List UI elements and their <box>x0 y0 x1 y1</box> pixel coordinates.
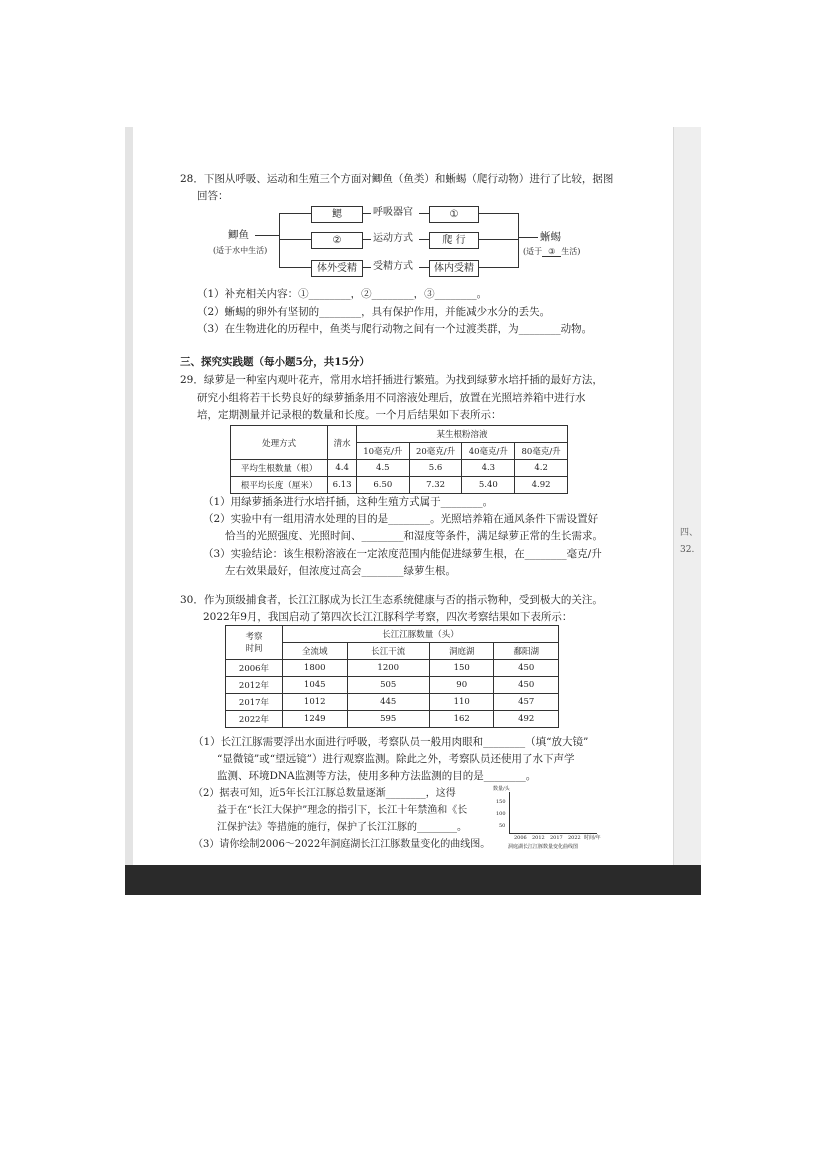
th-col: 洞庭湖 <box>429 643 494 660</box>
lizard-fertilization-box: 体内受精 <box>429 260 479 277</box>
cell: 6.50 <box>356 477 409 494</box>
year-cell: 2022年 <box>226 711 283 728</box>
fertilization-mode-label: 受精方式 <box>373 261 413 272</box>
table-row <box>231 460 568 477</box>
q29-sub3a: （3）实验结论：该生根粉溶液在一定浓度范围内能促进绿萝生根，在________毫克/升 <box>203 548 602 560</box>
cell: 150 <box>429 660 494 677</box>
row-label: 平均生根数量（根） <box>231 460 328 477</box>
table-row <box>226 677 559 694</box>
q30-sub2b: 益于在“长江大保护”理念的指引下，长江十年禁渔和《长 <box>217 805 468 816</box>
cell: 90 <box>429 677 494 694</box>
q29-line2: 研究小组将若干长势良好的绿萝插条用不同溶液处理后，放置在光照培养箱中进行水 <box>197 392 586 404</box>
mini-chart-caption: 洞庭湖长江江豚数量变化曲线图 <box>508 844 579 850</box>
th-conc: 80毫克/升 <box>515 443 568 460</box>
page-left-edge <box>125 127 133 895</box>
cell: 1800 <box>283 660 348 677</box>
cell: 1012 <box>283 694 348 711</box>
finless-porpoise-table <box>225 625 559 728</box>
q29-line3: 培，定期测量并记录根的数量和长度。一个月后结果如下表所示： <box>197 409 502 421</box>
movement-mode-label: 运动方式 <box>373 233 413 244</box>
mini-y-label: 数量/头 <box>493 786 510 792</box>
cell: 4.4 <box>328 460 357 477</box>
cell: 445 <box>347 694 429 711</box>
q28-sub3: （3）在生物进化的历程中，鱼类与爬行动物之间有一个过渡类群，为________动物。 <box>197 323 593 335</box>
cell: 595 <box>347 711 429 728</box>
th-time: 考察 时间 <box>226 626 283 660</box>
rooting-powder-table <box>230 425 568 494</box>
q29-sub2b: 恰当的光照强度、光照时间、________和湿度等条件，满足绿萝正常的生长需求。 <box>225 530 603 542</box>
margin-question: 32. <box>680 545 695 555</box>
right-animal: 蜥蜴 <box>540 231 561 243</box>
adjacent-page-edge <box>673 127 701 895</box>
th-water: 清水 <box>328 426 357 460</box>
q30-line2: 2022年9月，我国启动了第四次长江江豚科学考察，四次考察结果如下表所示： <box>203 611 573 623</box>
mini-y-tick: 150 <box>496 799 506 805</box>
cell: 4.2 <box>515 460 568 477</box>
fish-movement-box: ② <box>311 232 363 249</box>
q29-sub1: （1）用绿萝插条进行水培扦插，这种生殖方式属于________。 <box>203 496 494 508</box>
cell: 1249 <box>283 711 348 728</box>
photo-bottom-shadow <box>125 865 701 895</box>
th-solution: 某生根粉溶液 <box>356 426 567 443</box>
cell: 1200 <box>347 660 429 677</box>
mini-x-label: 时间/年 <box>584 835 601 841</box>
q28-sub2: （2）蜥蜴的卵外有坚韧的________，具有保护作用，并能减少水分的丢失。 <box>197 306 551 318</box>
mini-x-tick: 2017 <box>550 835 563 841</box>
cell: 457 <box>494 694 559 711</box>
cell: 4.92 <box>515 477 568 494</box>
table-row <box>226 694 559 711</box>
q30-sub3: （3）请你绘制2006～2022年洞庭湖长江江豚数量变化的曲线图。 <box>193 839 491 850</box>
left-habitat-note: (适于水中生活) <box>213 246 268 255</box>
cell: 1045 <box>283 677 348 694</box>
q30-sub2c: 江保护法》等措施的施行，保护了长江江豚的________。 <box>217 822 467 833</box>
q29-sub2a: （2）实验中有一组用清水处理的目的是________。光照培养箱在通风条件下需设置好 <box>203 513 599 525</box>
cell: 4.5 <box>356 460 409 477</box>
cell: 450 <box>494 677 559 694</box>
table-row <box>226 711 559 728</box>
table-row <box>231 477 568 494</box>
mini-x-tick: 2006 <box>514 835 527 841</box>
th-col: 全流域 <box>283 643 348 660</box>
lizard-respiration-box: ① <box>429 206 479 223</box>
th-conc: 40毫克/升 <box>462 443 515 460</box>
cell: 492 <box>494 711 559 728</box>
cell: 6.13 <box>328 477 357 494</box>
cell: 110 <box>429 694 494 711</box>
margin-section: 四、 <box>680 528 699 538</box>
th-col: 鄱阳湖 <box>494 643 559 660</box>
year-cell: 2017年 <box>226 694 283 711</box>
cell: 5.40 <box>462 477 515 494</box>
respiration-organ-label: 呼吸器官 <box>373 207 413 218</box>
q29-sub3b: 左右效果最好，但浓度过高会________绿萝生根。 <box>225 565 456 577</box>
right-habitat-note: (适于 ③ 生活) <box>523 247 581 256</box>
cell: 4.3 <box>462 460 515 477</box>
cell: 7.32 <box>409 477 462 494</box>
q28-line1: 28．下图从呼吸、运动和生殖三个方面对鲫鱼（鱼类）和蜥蜴（爬行动物）进行了比较，据图 <box>180 173 614 185</box>
left-animal: 鲫鱼 <box>228 229 249 241</box>
q29-line1: 29．绿萝是一种室内观叶花卉，常用水培扦插进行繁殖。为找到绿萝水培扦插的最好方法， <box>180 374 603 386</box>
row-label: 根平均长度（厘米） <box>231 477 328 494</box>
mini-y-tick: 100 <box>496 811 506 817</box>
q30-line1: 30．作为顶级捕食者，长江江豚成为长江生态系统健康与否的指示物种，受到极大的关注。 <box>180 594 603 606</box>
cell: 450 <box>494 660 559 677</box>
year-cell: 2006年 <box>226 660 283 677</box>
q30-sub1a: （1）长江江豚需要浮出水面进行呼吸，考察队员一般用肉眼和________（填“放大镜” <box>193 736 589 748</box>
th-col: 长江干流 <box>347 643 429 660</box>
q28-line2: 回答： <box>197 190 229 202</box>
table-row <box>226 660 559 677</box>
q30-sub1c: 监测、环境DNA监测等方法，使用多种方法监测的目的是________。 <box>217 770 537 782</box>
cell: 505 <box>347 677 429 694</box>
mini-y-tick: 50 <box>499 823 506 829</box>
lizard-movement-box: 爬 行 <box>429 232 479 249</box>
mini-x-tick: 2022 <box>568 835 581 841</box>
th-method: 处理方式 <box>231 426 328 460</box>
year-cell: 2012年 <box>226 677 283 694</box>
cell: 162 <box>429 711 494 728</box>
mini-x-tick: 2012 <box>532 835 545 841</box>
th-conc: 10毫克/升 <box>356 443 409 460</box>
section-heading: 三、探究实践题（每小题5分，共15分） <box>180 356 370 368</box>
photographed-exam-page <box>125 127 701 895</box>
cell: 5.6 <box>409 460 462 477</box>
q30-sub2a: （2）据表可知，近5年长江江豚总数量逐渐________，这得 <box>193 788 456 799</box>
th-conc: 20毫克/升 <box>409 443 462 460</box>
q28-sub1: （1）补充相关内容：①________，②________，③________。 <box>197 288 488 300</box>
th-count: 长江江豚数量（头） <box>283 626 559 643</box>
fish-respiration-box: 鳃 <box>311 206 363 223</box>
q30-sub1b: “显微镜”或“望远镜”）进行观察监测。除此之外，考察队员还使用了水下声学 <box>217 753 575 765</box>
fish-fertilization-box: 体外受精 <box>311 260 363 277</box>
